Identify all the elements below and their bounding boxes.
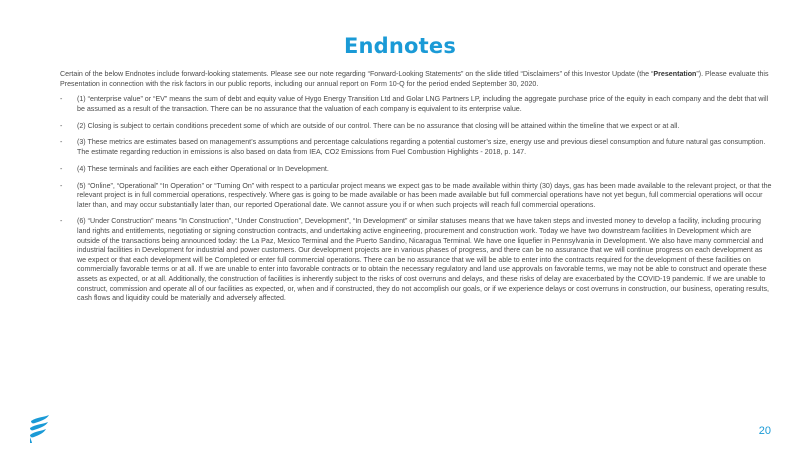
intro-bold-term: Presentation: [653, 70, 697, 78]
intro-text-start: Certain of the below Endnotes include forward-looking statements. Please see our note regarding “Forward-Looking Statements” on the slide titled “Disclaimers” of this Investor Update (the “: [60, 70, 654, 78]
endnote-item: [60, 138, 772, 157]
endnote-item: [60, 217, 772, 303]
page-number: 20: [758, 425, 771, 437]
bullet-dash: -: [60, 181, 63, 190]
flame-logo-icon: [27, 415, 51, 443]
endnote-text: (3) These metrics are estimates based on management’s assumptions and percentage calculations regarding a potential customer’s size, energy use and previous diesel consumption and future natural gas consumption. The estimate regarding reduction in emissions is also based on data from IEA, CO2 Emissions from Fuel Combustion Highlights - 2018, p. 147.: [77, 138, 766, 156]
bullet-dash: -: [60, 95, 63, 104]
endnote-text: (2) Closing is subject to certain conditions precedent some of which are outside of our control. There can be no assurance that closing will be attained within the timeline that we expect or at all.: [77, 121, 680, 130]
endnotes-body: [60, 70, 772, 311]
endnote-item: [60, 122, 772, 132]
intro-paragraph: [60, 70, 772, 89]
endnote-text: (4) These terminals and facilities are each either Operational or In Development.: [77, 164, 329, 173]
endnote-text: (6) “Under Construction” means “In Construction”, “Under Construction”, Development”, “In Development” or similar statuses means that we have taken steps and invested money to develop a facility, including procuring land rights and entitlements, negotiating or signing construction contracts, and undertaking active engineering, procurement and construction work. Today we have two downstream facilities In Development which are outside of the transactions being announced today: the La Paz, Mexico Terminal and the Puerto Sandino, Nicaragua Terminal. We have one liquefier in Pennsylvania in Development. We also have many commercial and industrial facilities in Development for industrial and power customers. Our development projects are in various phases of progress, and there can be no assurance that we will continue progress on each development as we expect or that each development will be Completed or enter full commercial operations. There can be no assurance that we will be able to enter into the contracts required for the development of these facilities on commercially favorable terms or at all. If we are unable to enter into favorable contracts or to obtain the necessary regulatory and land use approvals on favorable terms, we may not be able to construct and operate these assets as expected, or at all. Additionally, the construction of facilities is inherently subject to the risks of cost overruns and delays, and these risks of delay are exacerbated by the COVID-19 pandemic. If we are unable to construct, commission and operate all of our facilities as expected, or, when and if constructed, they do not accomplish our goals, or if we experience delays or cost overruns in construction, our business, operating results, cash flows and liquidity could be materially and adversely affected.: [77, 217, 769, 303]
endnote-text: (1) “enterprise value” or “EV” means the sum of debt and equity value of Hygo Energy Transition Ltd and Golar LNG Partners LP, including the aggregate purchase price of the equity in each company and the debt that will be assumed as a result of the transaction. There can be no assurance that the valuation of each company is equivalent to its enterprise value.: [77, 95, 769, 113]
bullet-dash: -: [60, 217, 63, 226]
endnote-item: [60, 182, 772, 211]
endnotes-list: [60, 95, 772, 304]
bullet-dash: -: [60, 138, 63, 147]
endnote-item: [60, 165, 772, 175]
endnote-item: [60, 95, 772, 114]
bullet-dash: -: [60, 121, 63, 130]
endnote-text: (5) “Online”, “Operational” “In Operation” or “Turning On” with respect to a particular project means we expect gas to be made available within thirty (30) days, gas has been made available to the relevant project, or that the relevant project is in full commercial operations, respectively. Where gas is going to be made available or has been made available but full commercial operations have not yet begun, full commercial operations will occur later than, and may occur substantially later than, our reported Operational date. We cannot assure you if or when such projects will reach full commercial operations.: [77, 181, 772, 209]
bullet-dash: -: [60, 164, 63, 173]
intro-text-end: ”). Please evaluate this Presentation in connection with the risk factors in our public reports, including our annual report on Form 10-Q for the period ended September 30, 2020.: [60, 70, 769, 88]
page-title: Endnotes: [343, 34, 457, 58]
